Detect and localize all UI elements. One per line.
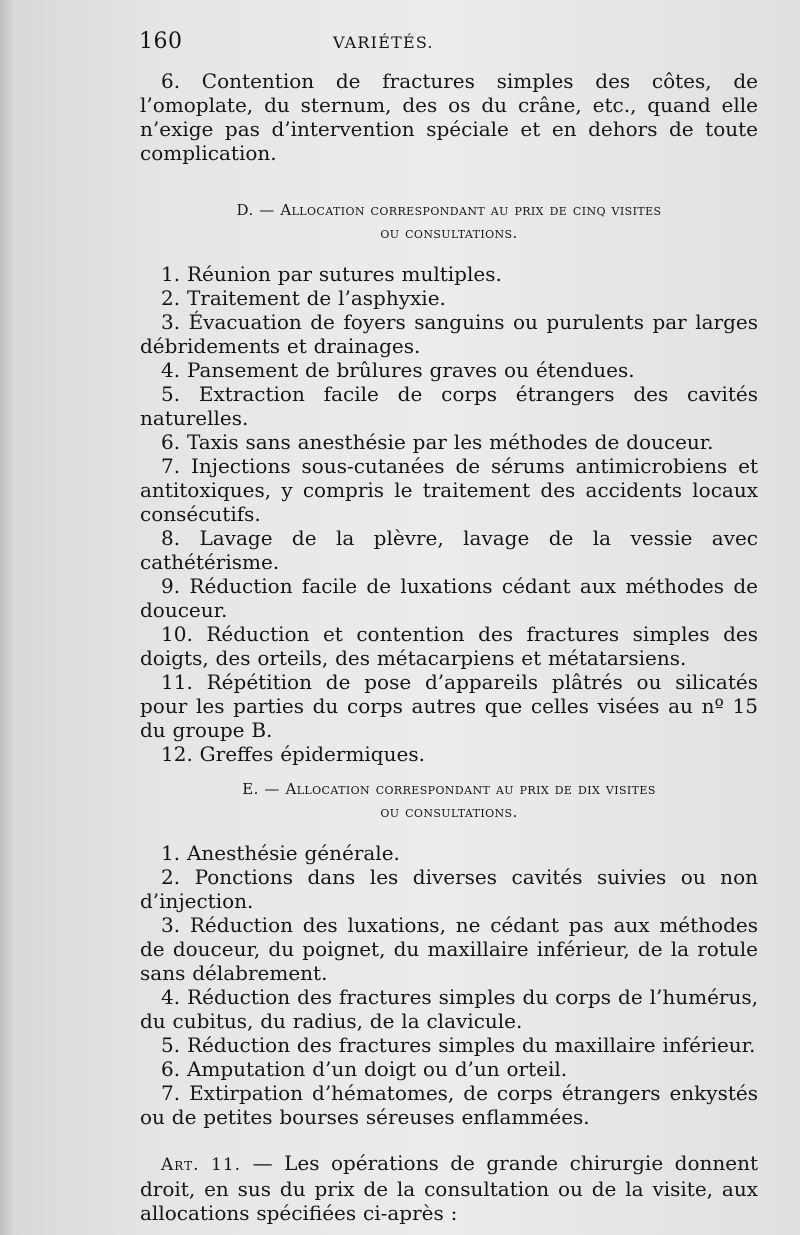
list-item: 1. Anesthésie générale. [161, 841, 400, 865]
section-d-heading-line2: ou consultations. [380, 224, 518, 242]
section-e-heading [140, 778, 758, 824]
article-label: Art. 11. [161, 1155, 242, 1175]
section-e-heading-line2: ou consultations. [380, 803, 518, 821]
list-item: 7. Injections sous-cutanées de sérums antimicrobiens et antitoxiques, y compris le traitement des accidents locaux consécutifs. [140, 454, 758, 526]
list-item: 7. Extirpation d’hématomes, de corps étrangers enkystés ou de petites bourses séreuses enflammées. [140, 1081, 758, 1129]
list-item: 5. Extraction facile de corps étrangers des cavités naturelles. [140, 382, 758, 430]
list-item: 4. Pansement de brûlures graves ou étendues. [161, 358, 635, 382]
section-e-heading-line1: E. — Allocation correspondant au prix de dix visites [242, 780, 656, 798]
list-item: 8. Lavage de la plèvre, lavage de la vessie avec cathétérisme. [140, 526, 758, 574]
page-body [140, 69, 758, 1225]
list-item: 2. Traitement de l’asphyxie. [161, 286, 446, 310]
list-item: 4. Réduction des fractures simples du corps de l’humérus, du cubitus, du radius, de la clavicule. [140, 985, 758, 1033]
section-d-heading-line1: D. — Allocation correspondant au prix de cinq visites [236, 201, 662, 219]
list-item: 11. Répétition de pose d’appareils plâtrés ou silicatés pour les parties du corps autres que celles visées au nº 15 du groupe B. [140, 670, 758, 742]
list-item: 10. Réduction et contention des fractures simples des doigts, des orteils, des métacarpiens et métatarsiens. [140, 622, 758, 670]
spacer [140, 165, 758, 187]
list-item: 6. Amputation d’un doigt ou d’un orteil. [161, 1057, 568, 1081]
list-item: 3. Réduction des luxations, ne cédant pas aux méthodes de douceur, du poignet, du maxillaire inférieur, de la rotule sans délabrement. [140, 913, 758, 985]
article-text: — Les opérations de grande chirurgie donnent droit, en sus du prix de la consultation ou de la visite, aux allocations spécifiées ci-après : [140, 1151, 758, 1225]
page-number: 160 [139, 29, 183, 54]
list-item: 3. Évacuation de foyers sanguins ou purulents par larges débridements et drainages. [140, 310, 758, 358]
section-d-list [140, 262, 758, 766]
list-item: 9. Réduction facile de luxations cédant aux méthodes de douceur. [140, 574, 758, 622]
list-item: 12. Greffes épidermiques. [161, 742, 425, 766]
running-title: VARIÉTÉS. [333, 33, 434, 52]
section-e-list [140, 841, 758, 1129]
list-item: 1. Réunion par sutures multiples. [161, 262, 502, 286]
list-item: 6. Taxis sans anesthésie par les méthodes de douceur. [161, 430, 714, 454]
list-item: 5. Réduction des fractures simples du maxillaire inférieur. [161, 1033, 756, 1057]
intro-paragraph: 6. Contention de fractures simples des côtes, de l’omoplate, du sternum, des os du crâne, etc., quand elle n’exige pas d’intervention spéciale et en dehors de toute complication. [140, 69, 758, 165]
list-item: 2. Ponctions dans les diverses cavités suivies ou non d’injection. [140, 865, 758, 913]
section-d-heading [140, 199, 758, 245]
article-paragraph [140, 1151, 758, 1225]
running-head [139, 31, 758, 69]
spacer [140, 1129, 758, 1151]
